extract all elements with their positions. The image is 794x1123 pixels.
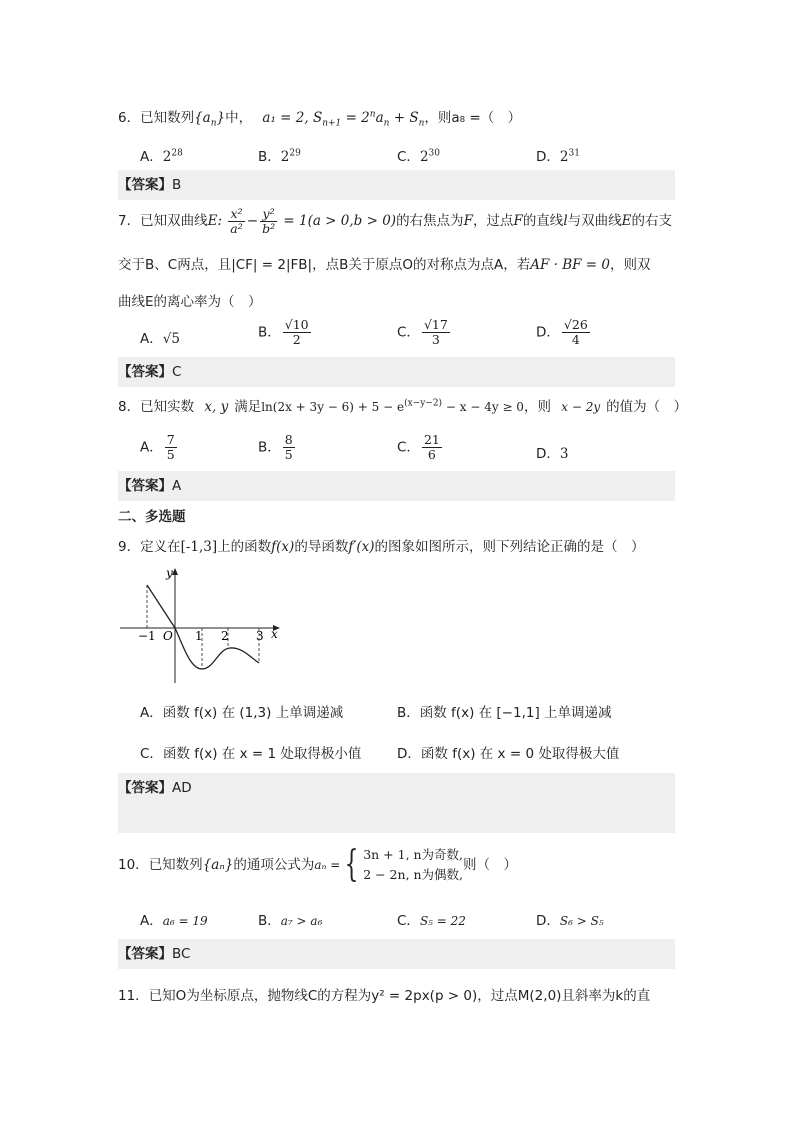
q6-option-d: D．$2^{31}$: [536, 148, 580, 165]
piecewise-brace: {: [344, 844, 359, 885]
q10-answer: 【答案】BC: [118, 939, 675, 969]
derivative-curve: [147, 585, 259, 669]
q7-answer: 【答案】C: [118, 357, 675, 387]
q10-option-d: D．S₆ > S₅: [536, 913, 604, 929]
y-axis-arrow: [172, 568, 178, 575]
q9-option-b: B．函数 f(x) 在 [−1,1] 上单调递减: [397, 705, 612, 721]
q7-line2: 交于B、C两点，且|CF| = 2|FB|，点B关于原点O的对称点为点A，若AF · BF = 0，则双: [118, 257, 651, 273]
q9-answer: 【答案】AD: [118, 773, 675, 833]
q7-option-a: A．√5: [140, 331, 180, 347]
q8-option-c: C． $\frac{21}{6}$: [397, 432, 440, 462]
q7-option-d: D． $\frac{√26}{4}$: [536, 317, 588, 347]
q9-option-c: C．函数 f(x) 在 x = 1 处取得极小值: [140, 746, 362, 762]
tick-minus-1: −1: [138, 629, 156, 643]
q6-stem: 6．已知数列$\{a_n\}$中， a₁ = 2, $S_{n+1} = 2^na_n + S_n$，则a₈ =（ ）: [118, 109, 522, 129]
q10-stem: 10．已知数列{aₙ}的通项公式为aₙ = { 3n + 1, n为奇数, 2 − 2n, n为偶数, 则（ ）: [118, 844, 518, 885]
q11-stem: 11．已知O为坐标原点，抛物线C的方程为y² = 2px(p > 0)，过点M(2,0)且斜率为k的直: [118, 988, 651, 1004]
q9-stem: 9．定义在[-1,3]上的函数f(x)的导函数f′(x)的图象如图所示，则下列结论正确的是（ ）: [118, 539, 645, 555]
q8-answer: 【答案】A: [118, 471, 675, 501]
q8-option-d: D．3: [536, 446, 569, 462]
origin-label: O: [163, 629, 173, 643]
q7-option-b: B． $\frac{√10}{2}$: [258, 317, 309, 347]
q8-option-b: B． $\frac{8}{5}$: [258, 432, 293, 462]
q9-option-d: D．函数 f(x) 在 x = 0 处取得极大值: [397, 746, 620, 762]
x-axis-label: x: [271, 627, 278, 641]
section-heading: 二、多选题: [118, 509, 186, 525]
q7-line3: 曲线E的离心率为（ ）: [118, 294, 262, 310]
q7-line1: 7．已知双曲线E: $\frac{\text{x²}}{\text{a²}}$ − $\frac{\text{y²}}{\text{b²}}$ = 1(a > 0,b > 0)的右焦点为F，过点F的直线l与双曲线E的右支: [118, 205, 672, 236]
q10-option-a: A．a₆ = 19: [140, 913, 208, 929]
tick-2: 2: [221, 629, 229, 643]
q10-option-b: B．a₇ > a₆: [258, 913, 323, 929]
q7-option-c: C． $\frac{√17}{3}$: [397, 317, 448, 347]
q10-option-c: C．S₅ = 22: [397, 913, 466, 929]
q9-option-a: A．函数 f(x) 在 (1,3) 上单调递减: [140, 705, 344, 721]
q6-option-b: B．$2^{29}$: [258, 148, 301, 165]
q8-option-a: A． $\frac{7}{5}$: [140, 432, 175, 462]
y-axis-label: y: [166, 566, 173, 580]
q9-derivative-graph: [118, 565, 288, 685]
tick-3: 3: [256, 629, 264, 643]
q6-option-a: A．$2^{28}$: [140, 148, 183, 165]
tick-1: 1: [195, 629, 203, 643]
q8-stem: 8．已知实数 x, y 满足$\ln(2x + 3y - 6) + 5 - e^{(x-y-2)} - x - 4y \ge 0$，则 x − 2y 的值为（ ）: [118, 398, 688, 415]
q6-option-c: C．$2^{30}$: [397, 148, 440, 165]
q6-answer: 【答案】B: [118, 170, 675, 200]
